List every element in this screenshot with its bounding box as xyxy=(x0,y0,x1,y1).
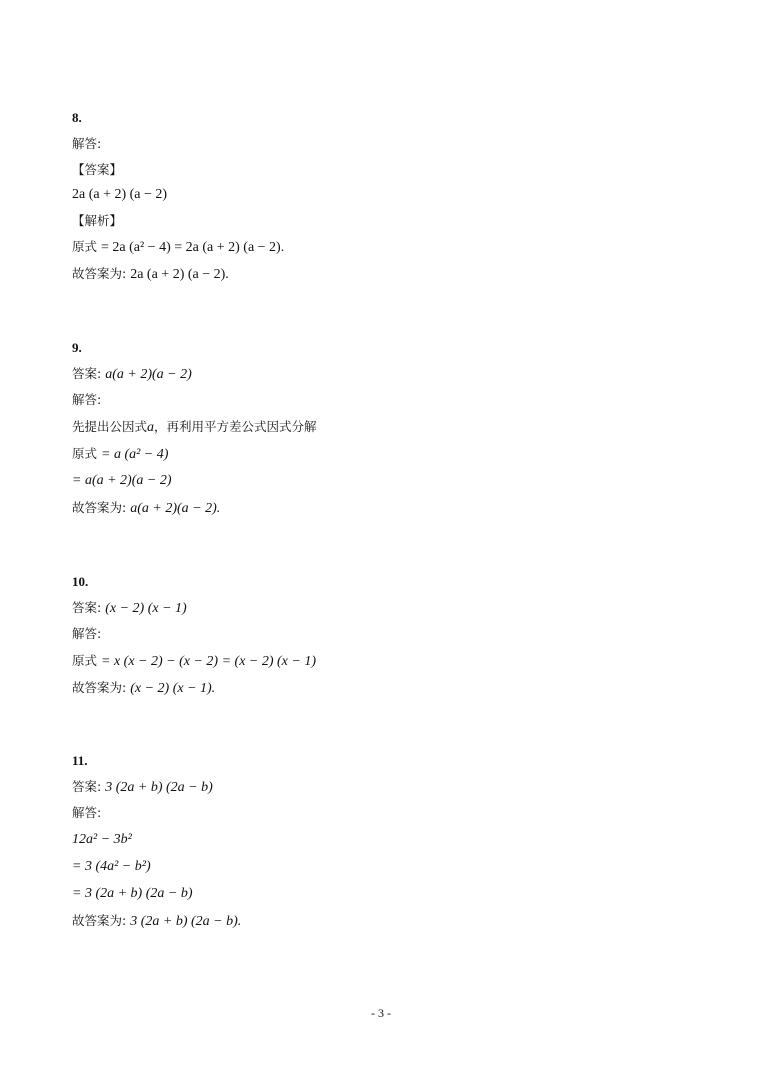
q10-answer-expr: (x − 2) (x − 1) xyxy=(105,601,187,616)
q11-number: 11. xyxy=(72,753,88,768)
q8-jiexi-tag: 【解析】 xyxy=(72,213,123,228)
q10-final-expr: (x − 2) (x − 1). xyxy=(130,681,216,696)
q10-answer-label: 答案: xyxy=(72,600,102,615)
q9-answer-label: 答案: xyxy=(72,366,102,381)
q9-method xyxy=(72,419,317,436)
q9-number: 9. xyxy=(72,340,82,355)
q11-final-expr: 3 (2a + b) (2a − b). xyxy=(130,914,242,929)
q8-original-label: 原式 xyxy=(72,239,98,254)
q9-final-label: 故答案为: xyxy=(72,500,127,515)
q9-answer xyxy=(72,366,192,383)
q9-final-expr: a(a + 2)(a − 2). xyxy=(130,501,221,516)
q9-step2: = a(a + 2)(a − 2) xyxy=(72,473,172,488)
q10-number: 10. xyxy=(72,574,89,589)
q8-final-expr: 2a (a + 2) (a − 2). xyxy=(130,267,229,282)
q10-original-label: 原式 xyxy=(72,653,98,668)
q8-original-expr: = 2a (a² − 4) = 2a (a + 2) (a − 2). xyxy=(101,240,285,255)
q10-original xyxy=(72,653,316,670)
q11-answer-expr: 3 (2a + b) (2a − b) xyxy=(105,780,213,795)
q10-step1: = x (x − 2) − (x − 2) = (x − 2) (x − 1) xyxy=(101,654,316,669)
q8-jieda: 解答: xyxy=(72,136,102,151)
q8-daan-tag: 【答案】 xyxy=(72,162,123,177)
q11-step2: = 3 (2a + b) (2a − b) xyxy=(72,886,193,901)
q9-method-var: a xyxy=(147,420,155,435)
q8-final xyxy=(72,266,229,283)
q10-jieda: 解答: xyxy=(72,626,102,641)
q9-method-a: 先提出公因式 xyxy=(72,419,148,434)
q8-final-label: 故答案为: xyxy=(72,266,127,281)
q8-daan-value: 2a (a + 2) (a − 2) xyxy=(72,187,168,202)
q10-answer xyxy=(72,600,187,617)
q9-final xyxy=(72,500,220,517)
q11-step1: = 3 (4a² − b²) xyxy=(72,859,151,874)
q11-answer-label: 答案: xyxy=(72,779,102,794)
q9-answer-expr: a(a + 2)(a − 2) xyxy=(105,367,192,382)
page-number: - 3 - xyxy=(371,1006,391,1020)
q11-final xyxy=(72,913,241,930)
q11-final-label: 故答案为: xyxy=(72,913,127,928)
q9-original-label: 原式 xyxy=(72,446,98,461)
q11-jieda: 解答: xyxy=(72,805,102,820)
q8-number: 8. xyxy=(72,110,82,125)
q10-final-label: 故答案为: xyxy=(72,680,127,695)
q8-original xyxy=(72,239,284,256)
q9-original xyxy=(72,446,168,463)
q11-step0: 12a² − 3b² xyxy=(72,832,132,847)
q9-jieda: 解答: xyxy=(72,392,102,407)
q10-final xyxy=(72,680,215,697)
q11-answer xyxy=(72,779,213,796)
q9-method-b: ，再利用平方差公式因式分解 xyxy=(154,419,317,434)
q9-step1: = a (a² − 4) xyxy=(101,447,169,462)
